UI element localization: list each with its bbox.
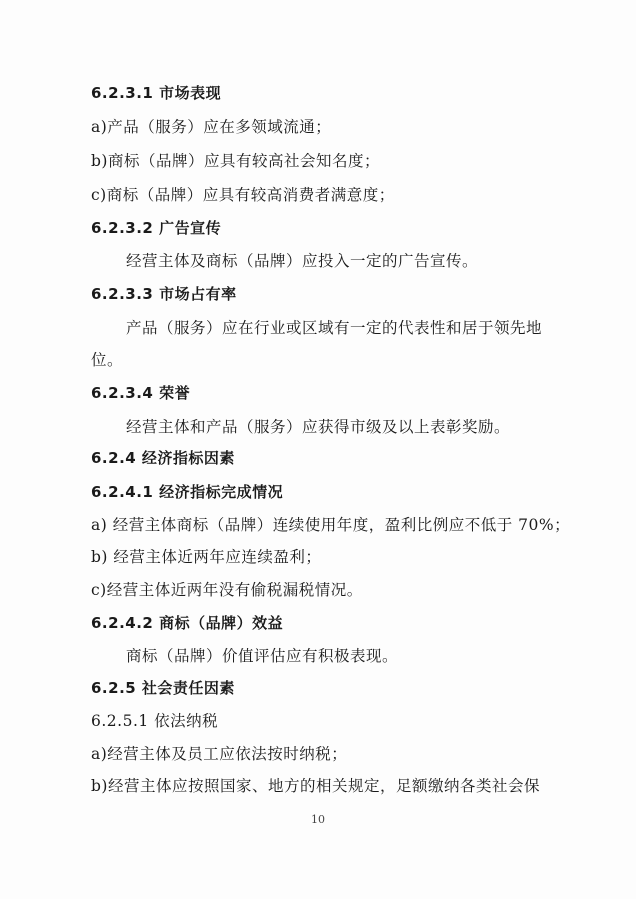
paragraph-market-share-line2: 位。: [91, 351, 124, 369]
heading-6-2-5: 6.2.5 社会责任因素: [91, 679, 235, 697]
heading-6-2-4: 6.2.4 经济指标因素: [91, 449, 235, 467]
list-item-b-tax: b)经营主体应按照国家、地方的相关规定，足额缴纳各类社会保: [91, 777, 540, 795]
heading-6-2-4-2: 6.2.4.2 商标（品牌）效益: [91, 614, 284, 632]
heading-6-2-4-1: 6.2.4.1 经济指标完成情况: [91, 483, 284, 501]
list-item-b-economic: b) 经营主体近两年应连续盈利；: [91, 548, 322, 566]
list-item-c-economic: c)经营主体近两年没有偷税漏税情况。: [91, 581, 363, 599]
list-item-a-economic: a) 经营主体商标（品牌）连续使用年度，盈利比例应不低于 70%；: [91, 516, 571, 534]
list-item-b: b)商标（品牌）应具有较高社会知名度；: [91, 152, 380, 170]
heading-6-2-3-4: 6.2.3.4 荣誉: [91, 384, 191, 402]
heading-6-2-3-2: 6.2.3.2 广告宣传: [91, 219, 222, 237]
page-number: 10: [311, 813, 325, 826]
paragraph-market-share-line1: 产品（服务）应在行业或区域有一定的代表性和居于领先地: [126, 319, 543, 337]
heading-6-2-5-1: 6.2.5.1 依法纳税: [91, 712, 219, 730]
list-item-c: c)商标（品牌）应具有较高消费者满意度；: [91, 186, 395, 204]
paragraph-honors: 经营主体和产品（服务）应获得市级及以上表彰奖励。: [126, 418, 511, 436]
heading-6-2-3-1: 6.2.3.1 市场表现: [91, 84, 222, 102]
paragraph-brand-benefit: 商标（品牌）价值评估应有积极表现。: [126, 647, 399, 665]
list-item-a-tax: a)经营主体及员工应依法按时纳税；: [91, 745, 348, 763]
list-item-a: a)产品（服务）应在多领域流通；: [91, 118, 332, 136]
heading-6-2-3-3: 6.2.3.3 市场占有率: [91, 285, 237, 303]
paragraph-advertising: 经营主体及商标（品牌）应投入一定的广告宣传。: [126, 252, 479, 270]
